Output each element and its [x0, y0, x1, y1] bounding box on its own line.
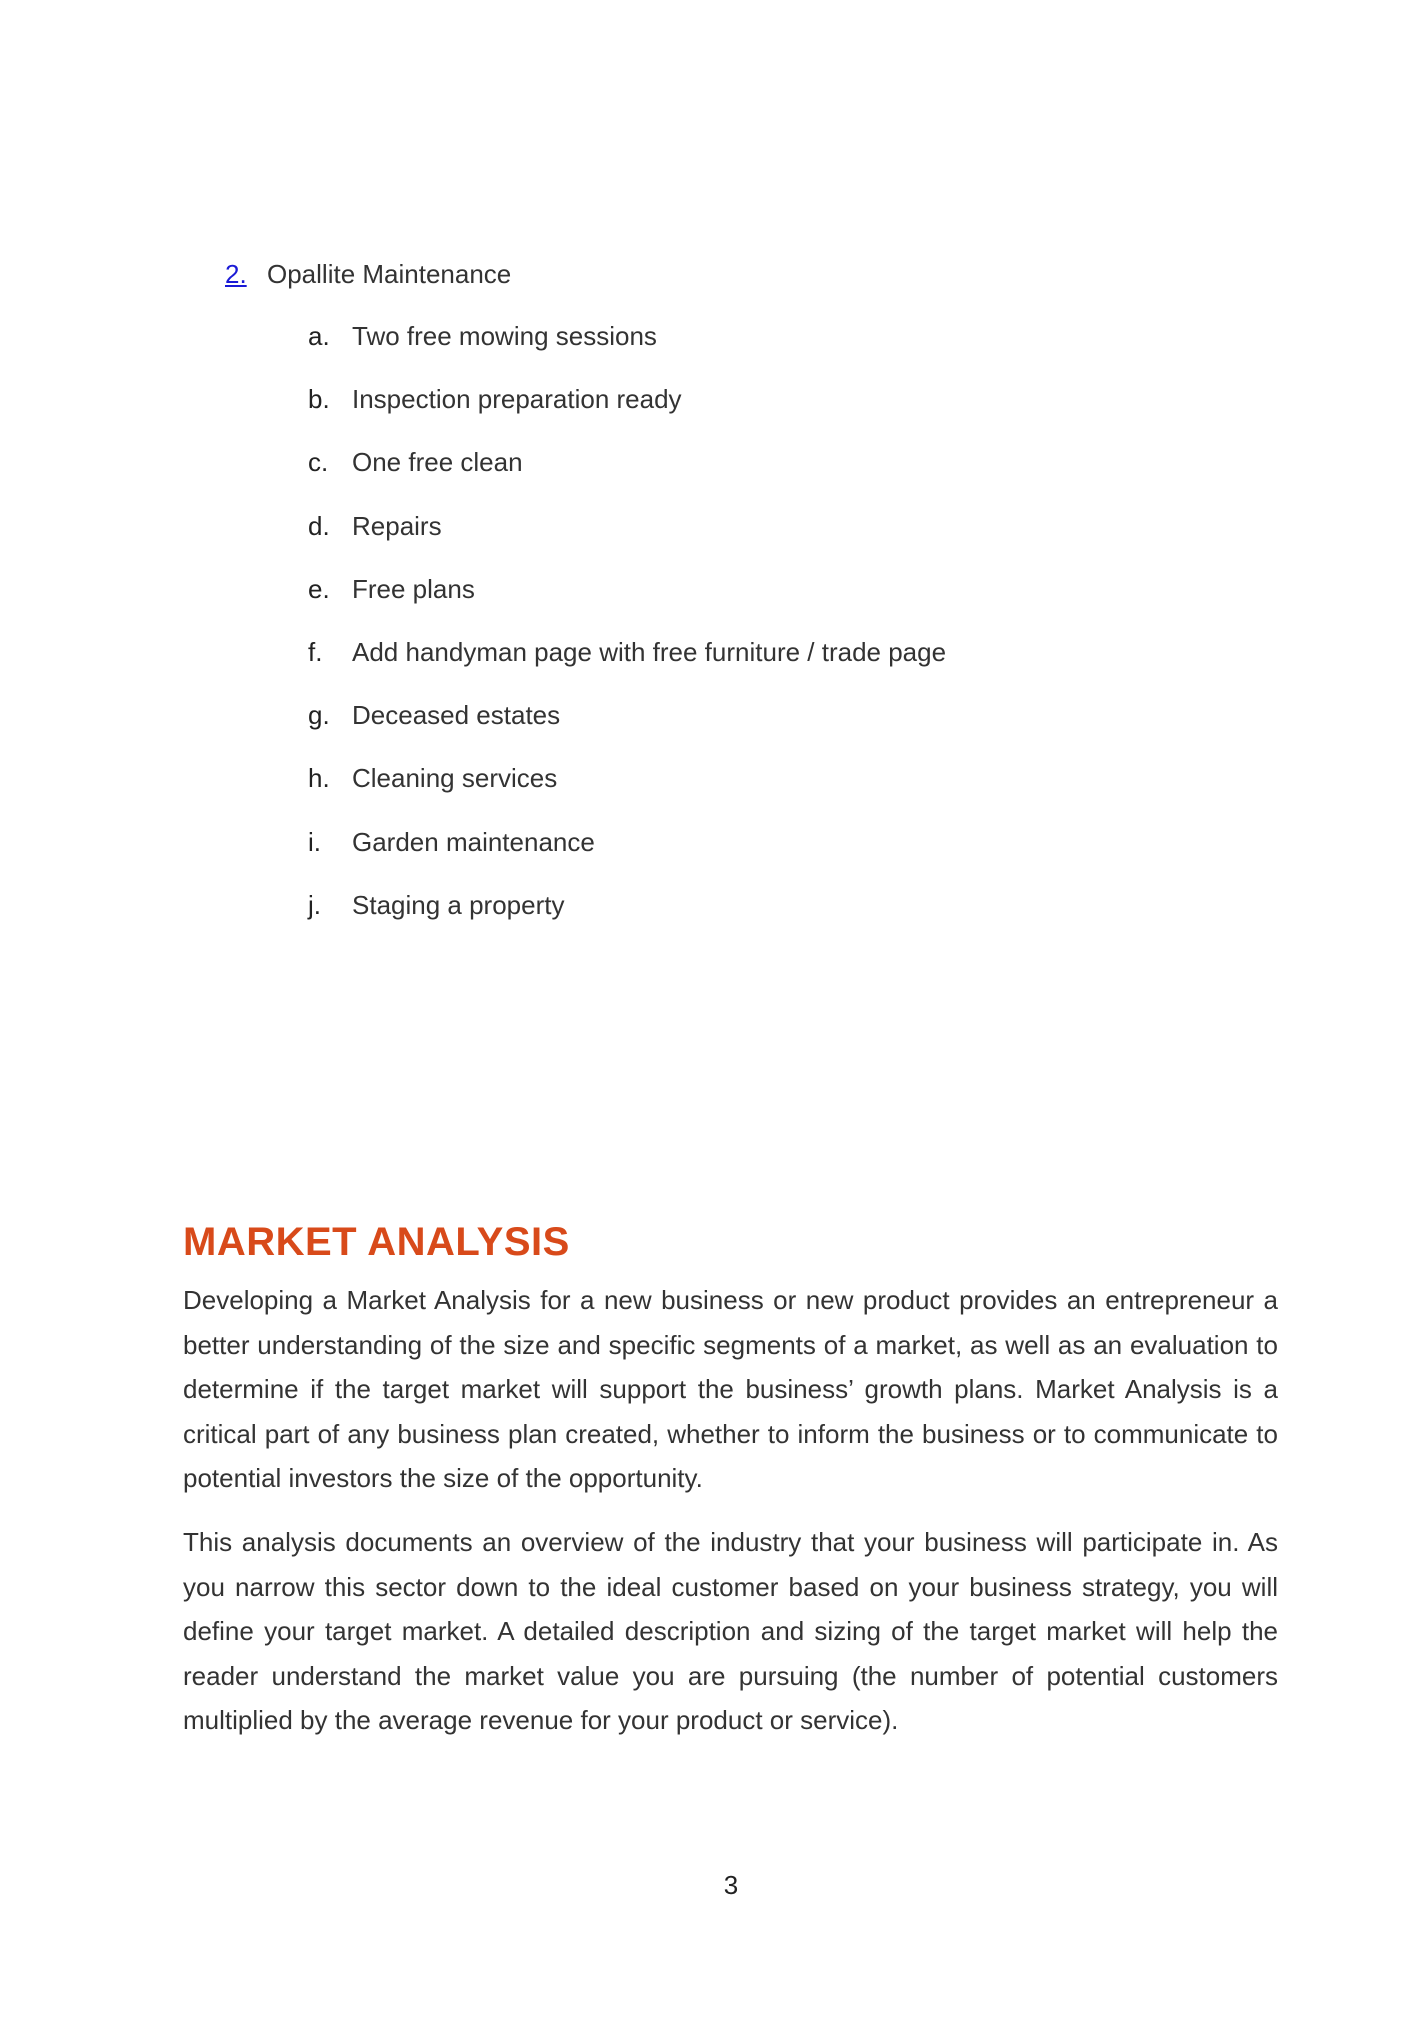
- list-item: [308, 446, 946, 509]
- section-item: [225, 258, 511, 290]
- market-analysis-paragraph: This analysis documents an overview of the industry that your business will participate in. As you narrow this sector down to the ideal customer based on your business strategy, you will define your target market. A detailed description and sizing of the target market will help the reader understand the market value you are pursuing (the number of potential customers multiplied by the average revenue for your product or service).: [183, 1527, 1278, 1736]
- list-item-text: Garden maintenance: [352, 826, 595, 857]
- page-number: 3: [723, 1870, 739, 1900]
- list-item-text: Inspection preparation ready: [352, 384, 682, 415]
- list-item-text: Cleaning services: [352, 763, 558, 794]
- list-item-text: Two free mowing sessions: [352, 321, 657, 351]
- list-item-text: One free clean: [352, 447, 523, 478]
- list-item: [308, 826, 946, 889]
- list-item-text: Add handyman page with free furniture / trade page: [352, 636, 947, 667]
- list-item: [308, 510, 946, 573]
- list-item-letter: f.: [308, 636, 323, 667]
- list-item-letter: e.: [308, 573, 330, 604]
- list-item-text: Deceased estates: [352, 700, 561, 731]
- market-analysis-heading: MARKET ANALYSIS: [183, 1220, 570, 1264]
- sub-list: [308, 320, 946, 952]
- list-item-letter: h.: [308, 763, 330, 794]
- list-item: [308, 573, 946, 636]
- list-item-letter: a.: [308, 321, 330, 351]
- list-item-letter: b.: [308, 384, 330, 415]
- market-analysis-paragraph: Developing a Market Analysis for a new business or new product provides an entrepreneur a better understanding of the size and specific segments of a market, as well as an evaluation to determine if the target market will support the business’ growth plans. Market Analysis is a critical part of any business plan created, whether to inform the business or to communicate to potential investors the size of the opportunity.: [183, 1285, 1278, 1494]
- list-item: [308, 762, 946, 825]
- list-item-text: Staging a property: [352, 889, 565, 920]
- list-item-letter: c.: [308, 447, 329, 478]
- list-item-text: Repairs: [352, 510, 442, 541]
- list-item: [308, 383, 946, 446]
- list-item: [308, 320, 946, 383]
- section-number-link[interactable]: 2.: [225, 259, 247, 289]
- list-item-letter: g.: [308, 700, 330, 731]
- list-item-letter: i.: [308, 826, 321, 857]
- list-item-letter: d.: [308, 510, 330, 541]
- list-item: [308, 699, 946, 762]
- section-title: Opallite Maintenance: [267, 259, 512, 289]
- list-item-letter: j.: [308, 889, 321, 920]
- list-item: [308, 889, 946, 952]
- list-item-text: Free plans: [352, 573, 475, 604]
- list-item: [308, 636, 946, 699]
